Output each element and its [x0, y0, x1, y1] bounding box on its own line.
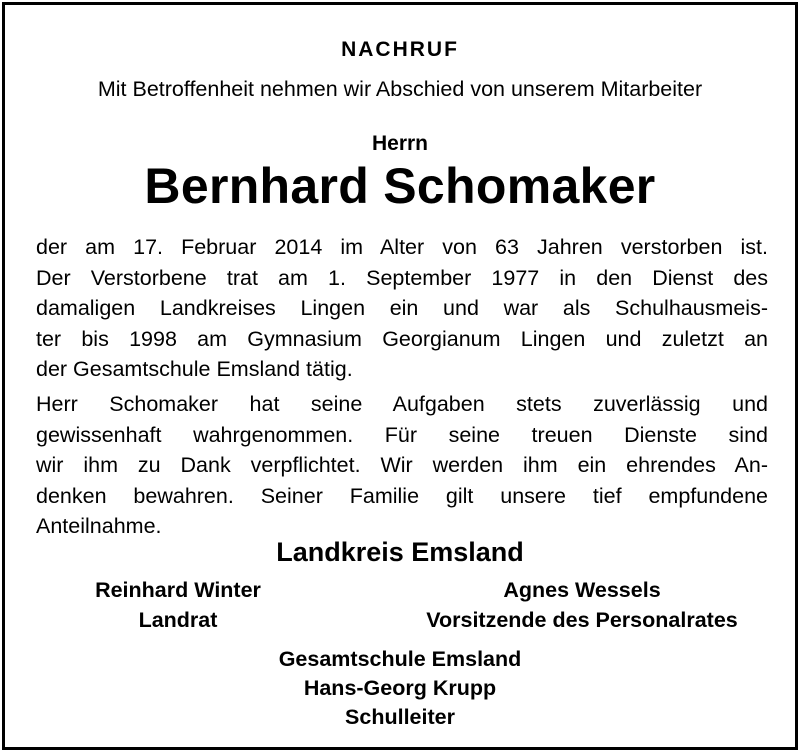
paragraph-line: denken bewahren. Seiner Familie gilt unsere tief empfundene	[36, 483, 768, 508]
notice-heading: NACHRUF	[341, 38, 459, 61]
tribute-paragraph	[36, 389, 768, 542]
signatory-left	[43, 575, 313, 635]
salutation: Herrn	[371, 132, 429, 155]
signatory-right	[383, 575, 781, 635]
school-head-name: Hans-Georg Krupp	[303, 676, 497, 700]
paragraph-line: Der Verstorbene trat am 1. September 1977 in den Dienst des	[36, 265, 768, 290]
deceased-name: Bernhard Schomaker	[144, 158, 656, 214]
obituary-notice	[2, 2, 798, 750]
intro-line: Mit Betroffenheit nehmen wir Abschied von unserem Mitarbeiter	[97, 77, 703, 101]
paragraph-line: Anteilnahme.	[36, 514, 162, 539]
signatory-role: Landrat	[138, 608, 218, 632]
paragraph-line: ter bis 1998 am Gymnasium Georgianum Lingen und zuletzt an	[36, 326, 768, 351]
signatory-role: Vorsitzende des Personalrates	[426, 608, 738, 632]
paragraph-line: Herr Schomaker hat seine Aufgaben stets zuverlässig und	[36, 392, 768, 416]
paragraph-line: damaligen Landkreises Lingen ein und war als Schulhausmeis-	[36, 296, 768, 321]
paragraph-line: gewissenhaft wahrgenommen. Für seine treuen Dienste sind	[36, 422, 768, 447]
paragraph-line: der am 17. Februar 2014 im Alter von 63 Jahren verstorben ist.	[36, 235, 768, 259]
school-head-role: Schulleiter	[345, 705, 455, 729]
organization-name: Landkreis Emsland	[276, 537, 524, 567]
school-signature	[5, 645, 795, 732]
paragraph-line: der Gesamtschule Emsland tätig.	[36, 357, 353, 382]
school-name: Gesamtschule Emsland	[278, 647, 522, 671]
signatory-name: Agnes Wessels	[503, 578, 661, 602]
signatory-name: Reinhard Winter	[95, 578, 261, 602]
paragraph-line: wir ihm zu Dank verpflichtet. Wir werden ihm ein ehrendes An-	[36, 453, 768, 478]
biography-paragraph	[36, 232, 768, 385]
